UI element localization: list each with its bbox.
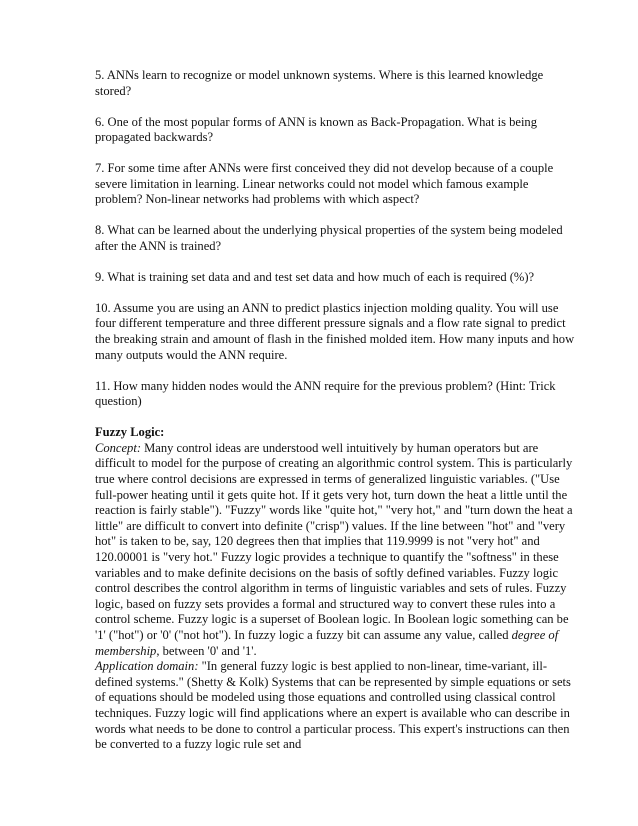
concept-tail: , between '0' and '1'. [156,643,257,658]
concept-label: Concept: [95,440,141,455]
question-5: 5. ANNs learn to recognize or model unknown systems. Where is this learned knowledge stored? [95,68,544,98]
concept-text: Many control ideas are understood well intuitively by human operators but are difficult to model for the purpose of creating an algorithmic control system. This is particularly true where control decisions are expressed in terms of generalized linguistic variables. ("Use full-power heating until it gets quite hot. If it gets very hot, turn down the heat a little until the reaction is fairly stable"). "Fuzzy" words like "quite hot," "very hot," and "turn down the heat a little" are difficult to convert into definite ("crisp") values. If the line between "hot" and "very hot" is taken to be, say, 120 degrees then that implies that 119.9999 is not "very hot" and 120.00001 is "very hot." Fuzzy logic provides a technique to quantify the "softness" in these variables and to make definite decisions on the basis of softly defined variables. Fuzzy logic control describes the control algorithm in terms of linguistic variables and sets of rules. Fuzzy logic, based on fuzzy sets provides a formal and structured way to convert these rules into a control scheme. Fuzzy logic is a superset of Boolean logic. In Boolean logic something can be '1' ("hot") or '0' ("not hot"). In fuzzy logic a fuzzy bit can assume any value, called [95,440,573,642]
application-label: Application domain: [95,659,199,674]
question-7: 7. For some time after ANNs were first conceived they did not develop because of a couple severe limitation in learning. Linear networks could not model which famous example problem? Non-linear networks had problems with which aspect? [95,161,554,207]
question-6: 6. One of the most popular forms of ANN is known as Back-Propagation. What is being propagated backwards? [95,114,537,145]
application-paragraph [95,659,578,753]
section-heading-fuzzy-logic: Fuzzy Logic: [95,425,165,440]
question-11: 11. How many hidden nodes would the ANN require for the previous problem? (Hint: Trick question) [95,378,556,409]
concept-paragraph [95,441,578,659]
question-9: 9. What is training set data and and test set data and how much of each is required (%)? [95,269,535,284]
degree-of-membership-term: degree of membership [95,627,559,658]
question-10: 10. Assume you are using an ANN to predict plastics injection molding quality. You will use four different temperature and three different pressure signals and a flow rate signal to predict the breaking strain and amount of flash in the finished molded item. How many inputs and how many outputs would the ANN require. [95,300,575,362]
question-8: 8. What can be learned about the underlying physical properties of the system being modeled after the ANN is trained? [95,223,563,253]
application-text: "In general fuzzy logic is best applied to non-linear, time-variant, ill-defined systems." (Shetty & Kolk) Systems that can be represented by simple equations or sets of equations should be modeled using those equations and controlled using classical control techniques. Fuzzy logic will find applications where an expert is available who can describe in words what needs to be done to control a particular process. This expert's instructions can then be converted to a fuzzy logic rule set and [95,659,571,752]
